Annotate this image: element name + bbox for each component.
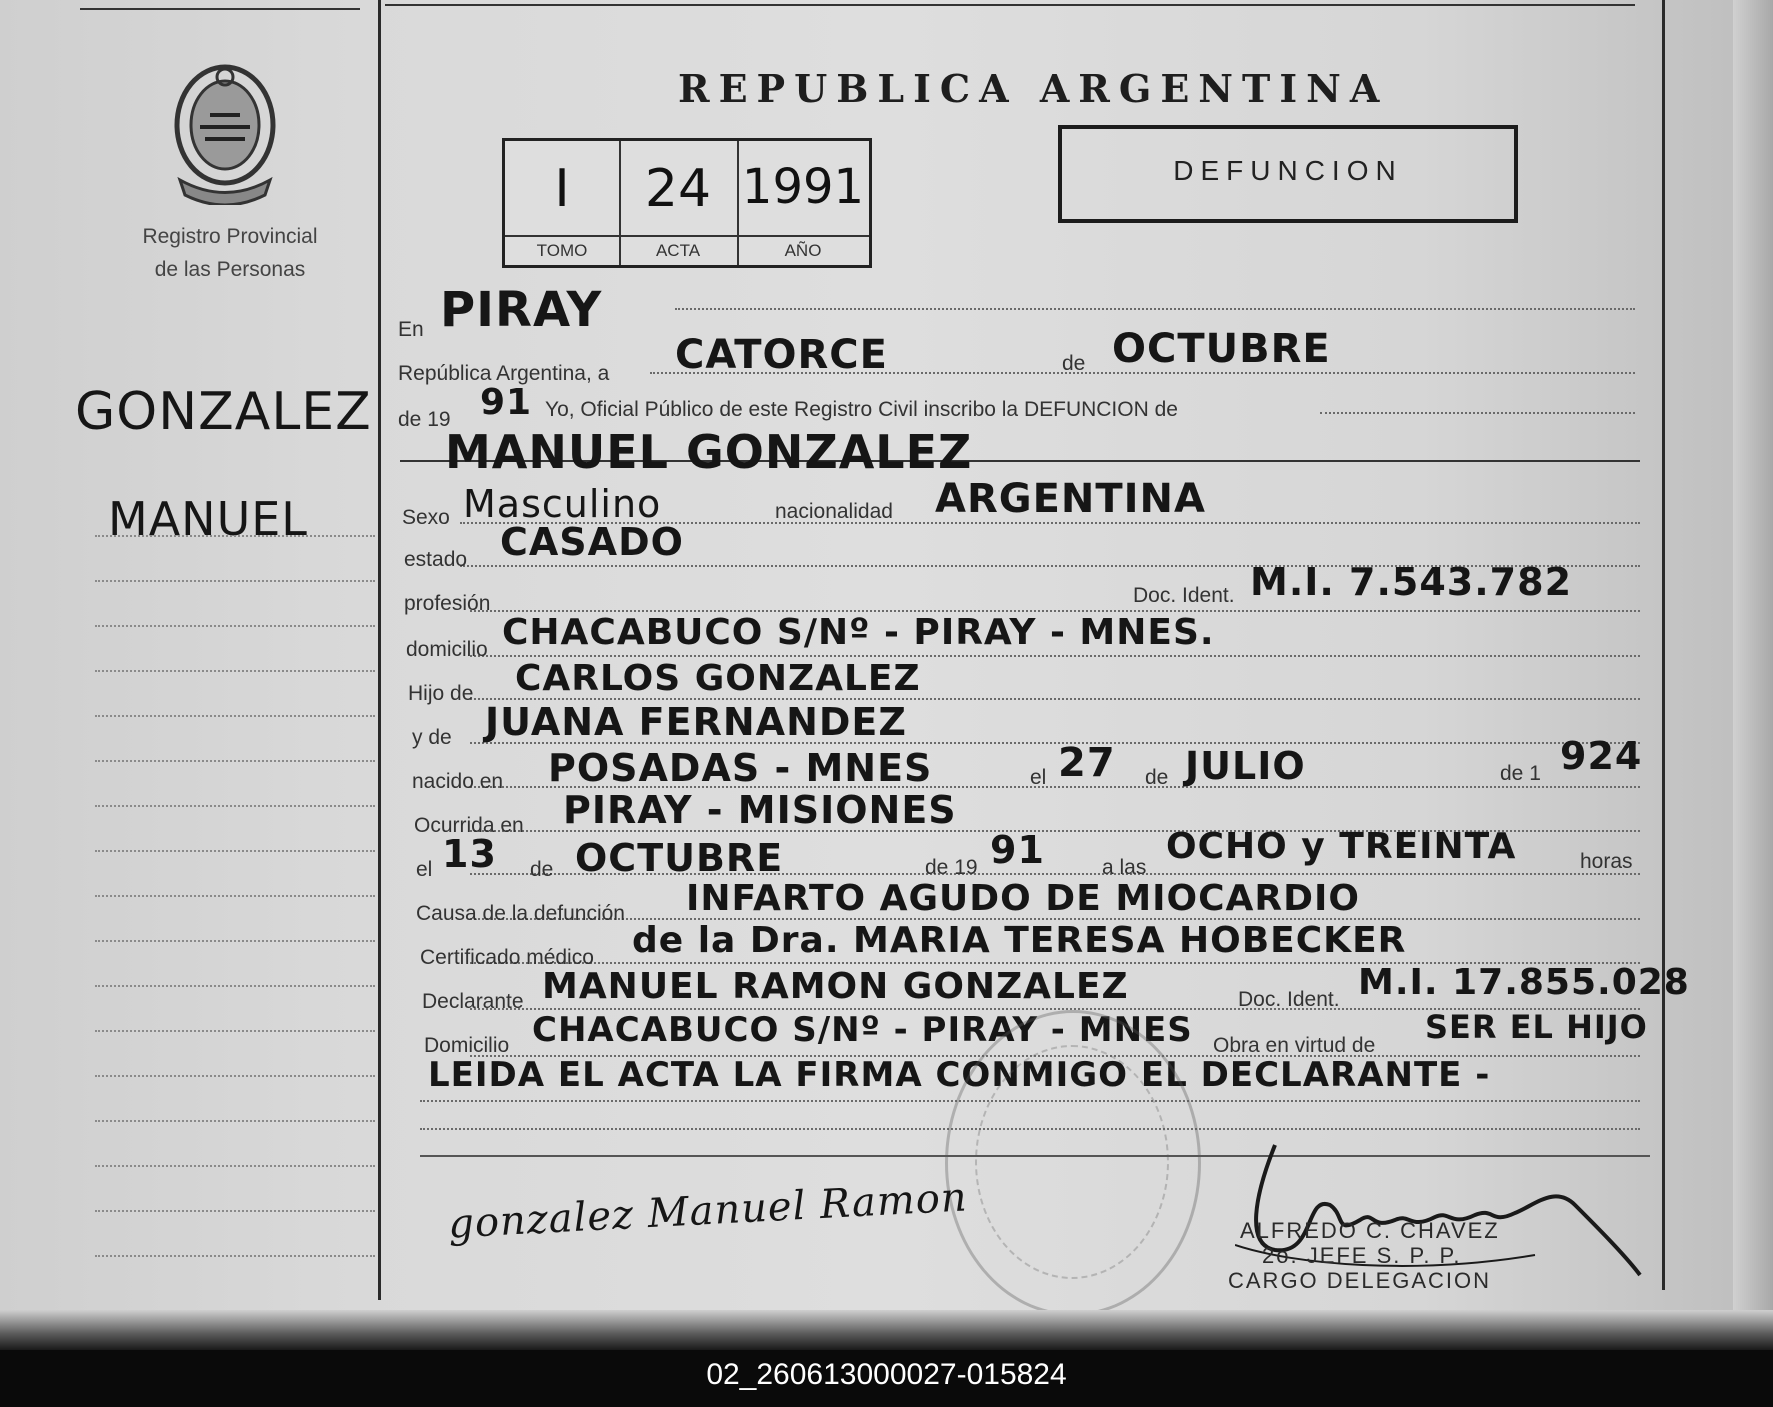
registry-box: [502, 138, 872, 268]
certificate-value: de la Dra. MARIA TERESA HOBECKER: [632, 920, 1407, 961]
stub-line: [95, 670, 375, 672]
label-sexo: Sexo: [402, 506, 450, 529]
stub-divider: [378, 0, 381, 1300]
label-en: En: [398, 318, 424, 341]
closing-statement: LEIDA EL ACTA LA FIRMA CONMIGO EL DECLARANTE -: [428, 1055, 1491, 1095]
obra-value: SER EL HIJO: [1425, 1008, 1648, 1046]
ano-cell: [737, 141, 869, 265]
organization-name: [110, 220, 350, 286]
label-profesion: profesión: [404, 592, 491, 615]
declarant-address-value: CHACABUCO S/Nº - PIRAY - MNES: [532, 1010, 1193, 1050]
stub-line: [95, 940, 375, 942]
label-republica: República Argentina, a: [398, 362, 610, 385]
label-doc-ident: Doc. Ident.: [1133, 584, 1235, 607]
declarant-value: MANUEL RAMON GONZALEZ: [542, 966, 1129, 1007]
stub-line: [95, 1030, 375, 1032]
deceased-name-value: MANUEL GONZALEZ: [445, 425, 973, 479]
label-hijo-de: Hijo de: [408, 682, 474, 705]
doc-ident-value: M.I. 7.543.782: [1250, 560, 1573, 604]
death-time-value: OCHO y TREINTA: [1166, 826, 1517, 867]
right-border: [1662, 0, 1665, 1290]
page-bottom-shadow: [0, 1310, 1773, 1350]
margin-surname: GONZALEZ: [75, 382, 372, 442]
label-declarante: Declarante: [422, 990, 524, 1013]
label-domicilio-2: Domicilio: [424, 1034, 510, 1057]
label-nacionalidad: nacionalidad: [775, 500, 893, 523]
label-de-19: de 19: [398, 408, 451, 431]
stub-line: [95, 1120, 375, 1122]
stub-line: [95, 760, 375, 762]
country-title: REPUBLICA ARGENTINA: [678, 66, 1389, 111]
stub-line: [95, 1075, 375, 1077]
death-place-value: PIRAY - MISIONES: [563, 788, 957, 832]
stub-line: [95, 1165, 375, 1167]
address-value: CHACABUCO S/Nº - PIRAY - MNES.: [502, 612, 1215, 653]
label-obra: Obra en virtud de: [1213, 1034, 1376, 1057]
birth-day-value: 27: [1058, 740, 1116, 786]
stub-line: [95, 895, 375, 897]
act-type-label: DEFUNCION: [1173, 155, 1403, 186]
stub-line: [95, 1255, 375, 1257]
stub-line: [95, 715, 375, 717]
label-certificado: Certificado médico: [420, 946, 594, 969]
sex-value: Masculino: [463, 482, 662, 526]
form-line: [675, 308, 1635, 310]
top-rule-right: [385, 4, 1635, 6]
birth-place-value: POSADAS - MNES: [548, 746, 933, 790]
label-de-2: de: [530, 858, 554, 881]
cause-value: INFARTO AGUDO DE MIOCARDIO: [686, 878, 1361, 919]
acta-value: 24: [644, 159, 712, 219]
death-year-suffix-value: 91: [990, 828, 1045, 872]
label-de-month: de: [1062, 352, 1086, 375]
acta-cell: [619, 141, 739, 265]
father-value: CARLOS GONZALEZ: [515, 658, 921, 699]
top-rule-left: [80, 8, 360, 10]
official-seal-inner-ring: [975, 1045, 1169, 1279]
form-line: [1320, 412, 1635, 414]
declarant-doc-value: M.I. 17.855.028: [1358, 962, 1690, 1003]
mother-value: JUANA FERNANDEZ: [485, 700, 907, 744]
label-el-2: el: [416, 858, 433, 881]
birth-year-suffix-value: 924: [1560, 734, 1643, 778]
stub-line: [95, 850, 375, 852]
stub-line: [95, 625, 375, 627]
organization-line-1: Registro Provincial: [142, 225, 318, 248]
tomo-cell: [505, 141, 621, 265]
declarant-signature: gonzalez Manuel Ramon: [447, 1174, 969, 1248]
day-text-value: CATORCE: [675, 332, 888, 378]
form-line: [470, 655, 1640, 657]
acta-label: ACTA: [619, 235, 737, 261]
image-id-footer: 02_260613000027-015824: [706, 1358, 1067, 1391]
label-horas: horas: [1580, 850, 1633, 873]
civil-status-value: CASADO: [500, 520, 684, 564]
organization-line-2: de las Personas: [154, 258, 306, 281]
nationality-value: ARGENTINA: [935, 476, 1206, 522]
label-domicilio: domicilio: [406, 638, 488, 661]
birth-month-value: JULIO: [1185, 744, 1306, 788]
label-el: el: [1030, 766, 1047, 789]
ano-value: 1991: [741, 159, 865, 215]
label-estado: estado: [404, 548, 468, 571]
official-title: 2o. JEFE S. P. P.: [1262, 1243, 1462, 1268]
statement-text: Yo, Oficial Público de este Registro Civil inscribo la DEFUNCION de: [545, 398, 1178, 421]
tomo-value: I: [554, 159, 570, 219]
month-value: OCTUBRE: [1112, 326, 1331, 372]
label-ocurrida-en: Ocurrida en: [414, 814, 524, 837]
label-de: de: [1145, 766, 1169, 789]
official-name: ALFREDO C. CHAVEZ: [1240, 1218, 1500, 1243]
label-de-1: de 1: [1500, 762, 1541, 785]
coat-of-arms-icon: [160, 55, 290, 205]
stub-line: [95, 805, 375, 807]
label-doc-ident-2: Doc. Ident.: [1238, 988, 1340, 1011]
year-suffix-value: 91: [480, 382, 533, 423]
stub-line: [95, 535, 375, 537]
label-a-las: a las: [1102, 856, 1147, 879]
act-type-box: [1058, 125, 1518, 223]
tomo-label: TOMO: [505, 235, 619, 261]
stub-line: [95, 985, 375, 987]
death-day-value: 13: [442, 832, 497, 876]
stub-line: [95, 1210, 375, 1212]
official-role: CARGO DELEGACION: [1228, 1268, 1492, 1293]
label-de-19-2: de 19: [925, 856, 978, 879]
death-month-value: OCTUBRE: [575, 836, 784, 880]
ano-label: AÑO: [737, 235, 869, 261]
label-causa: Causa de la defunción: [416, 902, 625, 925]
place-value: PIRAY: [440, 282, 603, 338]
label-nacido-en: nacido en: [412, 770, 504, 793]
label-y-de: y de: [412, 726, 452, 749]
page-edge: [1733, 0, 1773, 1335]
stub-line: [95, 580, 375, 582]
margin-given-name: MANUEL: [108, 492, 308, 546]
